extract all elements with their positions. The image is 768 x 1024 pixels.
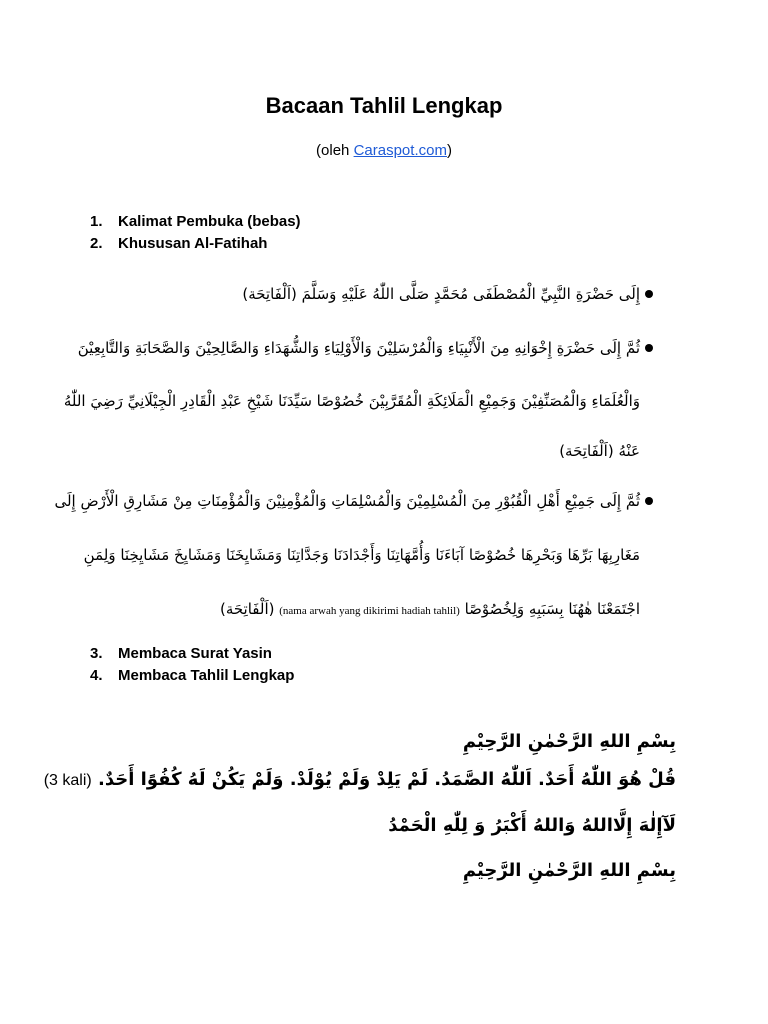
steps-list-top: [90, 211, 301, 255]
bullet-icon: [645, 497, 653, 505]
step-label: Khususan Al-Fatihah: [118, 235, 268, 252]
arabic-line: ثُمَّ إِلَى حَضْرَةِ إِخْوَانِهِ مِنَ الْأَنْبِيَاءِ وَالْمُرْسَلِيْنَ وَالْأَوْلِيَاءِ وَالشُّهَدَاءِ وَالصَّالِحِيْنَ وَالصَّحَابَةِ وَالتَّابِعِيْنَ: [77, 339, 640, 357]
step-number: 1.: [90, 213, 103, 230]
byline-prefix: (oleh: [316, 142, 354, 159]
step-number: 4.: [90, 667, 103, 684]
step-number: 3.: [90, 645, 103, 662]
step-label: Membaca Tahlil Lengkap: [118, 667, 295, 684]
arabic-line-mixed: [120, 598, 640, 622]
arabic-line: عَنْهُ (اَلْفَاتِحَة): [559, 442, 640, 460]
step-item: [90, 643, 294, 665]
ikhlas-text: قُلْ هُوَ اللّٰهُ أَحَدٌ. اَللّٰهُ الصَّمَدُ. لَمْ يَلِدْ وَلَمْ يُوْلَدْ. وَلَمْ يَكُنْ لَهُ كُفُوًا أَحَدٌ.: [98, 769, 676, 790]
step-number: 2.: [90, 235, 103, 252]
arabic-line: مَغَارِبِهَا بَرِّهَا وَبَحْرِهَا خُصُوْصًا آبَاءَنَا وَأُمَّهَاتِنَا وَأَجْدَادَنَا وَجَدَّاتِنَا وَمَشَايِخَنَا وَمَشَايِخَ مَشَايِخِنَا وَلِمَنِ: [83, 546, 640, 564]
ikhlas-line: [43, 766, 676, 795]
byline-suffix: ): [446, 142, 452, 159]
byline: [0, 142, 768, 159]
document-title: Bacaan Tahlil Lengkap: [265, 93, 503, 118]
caraspot-link[interactable]: Caraspot.com: [353, 142, 447, 159]
step-label: Kalimat Pembuka (bebas): [118, 213, 301, 230]
steps-list-bottom: [90, 643, 294, 687]
tahlil-takbir-line: لَآإِلٰهَ إِلَّااللهُ وَاللهُ أَكْبَرُ وَ لِلّٰهِ الْحَمْدُ: [388, 815, 676, 836]
step-item: [90, 211, 301, 233]
basmalah-line: بِسْمِ اللهِ الرَّحْمٰنِ الرَّحِيْمِ: [462, 731, 676, 752]
arabic-line: ثُمَّ إِلَى جَمِيْعِ أَهْلِ الْقُبُوْرِ مِنَ الْمُسْلِمِيْنَ وَالْمُسْلِمَاتِ وَالْمُؤْمِنِيْنَ وَالْمُؤْمِنَاتِ مِنْ مَشَارِقِ الْأَرْضِ إِلَى: [54, 492, 640, 510]
arabic-line: إِلَى حَضْرَةِ النَّبِيِّ الْمُصْطَفَى مُحَمَّدٍ صَلَّى اللّٰهُ عَلَيْهِ وَسَلَّمَ (اَلْفَاتِحَة): [242, 285, 640, 303]
arabic-text: (اَلْفَاتِحَة): [219, 600, 275, 618]
arabic-line: وَالْعُلَمَاءِ وَالْمُصَنِّفِيْنَ وَجَمِيْعِ الْمَلَائِكَةِ الْمُقَرَّبِيْنَ خُصُوْصًا سَيِّدَنَا شَيْخِ عَبْدِ الْقَادِرِ الْجِيْلَانِيِّ رَضِيَ اللّٰهُ: [63, 392, 640, 410]
step-item: [90, 665, 294, 687]
bullet-icon: [645, 344, 653, 352]
name-note: (nama arwah yang dikirimi hadiah tahlil): [279, 605, 460, 617]
repeat-count: (3 kali): [43, 772, 92, 789]
step-label: Membaca Surat Yasin: [118, 645, 272, 662]
step-item: [90, 233, 301, 255]
arabic-text: اجْتَمَعْنَا هٰهُنَا بِسَبَبِهِ وَلِخُصُوْصًا: [464, 600, 640, 618]
bullet-icon: [645, 290, 653, 298]
basmalah-line: بِسْمِ اللهِ الرَّحْمٰنِ الرَّحِيْمِ: [462, 860, 676, 881]
